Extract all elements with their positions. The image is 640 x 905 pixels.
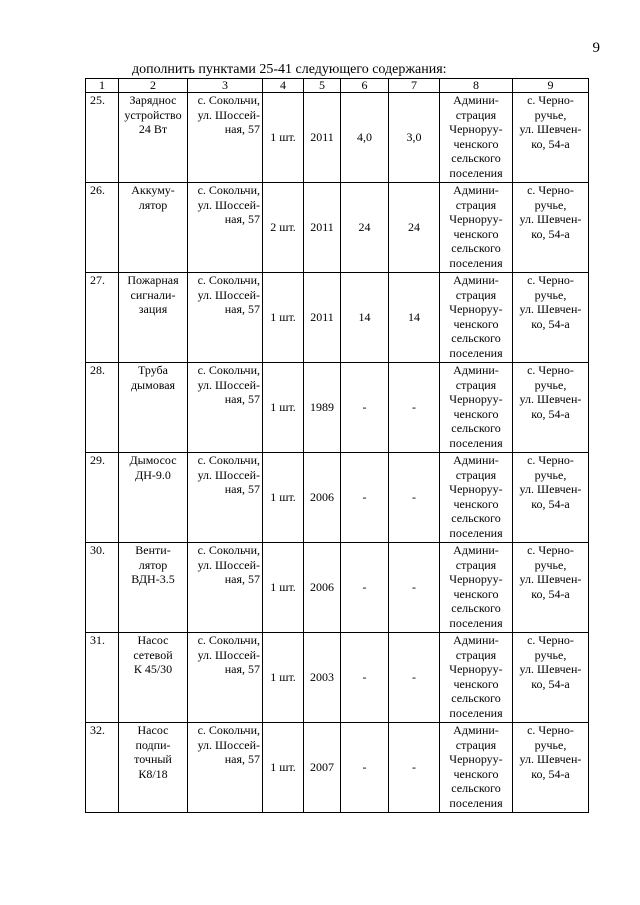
item-name	[119, 543, 188, 633]
cell-line: с. Черно-	[527, 93, 574, 107]
item-quantity: 1 шт.	[263, 273, 304, 363]
cell-line: ная, 57	[224, 212, 260, 227]
cell-line: поселения	[449, 435, 503, 450]
item-address	[188, 363, 263, 453]
item-year: 2006	[304, 543, 341, 633]
item-address	[188, 633, 263, 723]
cell-line: с. Черно-	[527, 273, 574, 287]
item-quantity: 1 шт.	[263, 453, 304, 543]
cell-line: страция	[455, 287, 497, 302]
cell-line: поселения	[449, 795, 503, 810]
cell-line: точный	[134, 752, 172, 767]
cell-line: Админи-	[453, 363, 499, 377]
item-name	[119, 183, 188, 273]
cell-line: ул. Шевчен-	[519, 482, 582, 497]
cell-line: Админи-	[453, 273, 499, 287]
cell-line: сетевой	[133, 647, 173, 662]
header-cell: 4	[263, 79, 304, 93]
cell-line: К8/18	[138, 766, 168, 781]
item-year: 2007	[304, 723, 341, 813]
cell-line: ная, 57	[224, 482, 260, 497]
item-location	[513, 723, 589, 813]
cell-line: ко, 54-а	[531, 676, 570, 691]
cell-line: с. Черно-	[527, 723, 574, 737]
cell-line: ВДН-3.5	[131, 572, 175, 587]
header-cell: 9	[513, 79, 589, 93]
item-col6: -	[341, 453, 389, 543]
cell-line: ул. Шевчен-	[519, 392, 582, 407]
table-row	[86, 453, 589, 543]
cell-line: ченского	[453, 766, 499, 781]
cell-line: ко, 54-а	[531, 316, 570, 331]
item-col7: -	[389, 363, 440, 453]
cell-line: ченского	[453, 676, 499, 691]
cell-line: Насос	[137, 633, 169, 647]
item-location	[513, 633, 589, 723]
table-row	[86, 633, 589, 723]
cell-line: ченского	[453, 496, 499, 511]
cell-line: страция	[455, 107, 497, 122]
cell-line: страция	[455, 647, 497, 662]
cell-line: ул. Шоссей-	[197, 377, 260, 392]
item-name	[119, 93, 188, 183]
cell-line: с. Черно-	[527, 543, 574, 557]
cell-line: Черноруу-	[449, 122, 503, 137]
header-row	[86, 79, 589, 93]
cell-line: зация	[138, 302, 168, 317]
cell-line: ул. Шоссей-	[197, 197, 260, 212]
cell-line: поселения	[449, 345, 503, 360]
item-holder	[440, 453, 513, 543]
item-number: 28.	[86, 363, 119, 453]
cell-line: ручье,	[534, 197, 567, 212]
item-col6: 14	[341, 273, 389, 363]
cell-line: поселения	[449, 615, 503, 630]
item-name	[119, 723, 188, 813]
item-col7: 3,0	[389, 93, 440, 183]
item-holder	[440, 633, 513, 723]
item-number: 31.	[86, 633, 119, 723]
cell-line: К 45/30	[133, 662, 173, 677]
cell-line: Админи-	[453, 183, 499, 197]
cell-line: устройство	[124, 107, 182, 122]
item-col6: -	[341, 363, 389, 453]
item-address	[188, 723, 263, 813]
item-number: 32.	[86, 723, 119, 813]
item-col7: -	[389, 723, 440, 813]
cell-line: Черноруу-	[449, 212, 503, 227]
item-name	[119, 273, 188, 363]
header-cell: 1	[86, 79, 119, 93]
cell-line: Черноруу-	[449, 392, 503, 407]
cell-line: ко, 54-а	[531, 136, 570, 151]
item-col7: 14	[389, 273, 440, 363]
cell-line: страция	[455, 197, 497, 212]
cell-line: ул. Шоссей-	[197, 737, 260, 752]
cell-line: с. Черно-	[527, 363, 574, 377]
table-row	[86, 363, 589, 453]
cell-line: ченского	[453, 136, 499, 151]
cell-line: Труба	[138, 363, 168, 377]
table-row	[86, 183, 589, 273]
table-row	[86, 543, 589, 633]
cell-line: Админи-	[453, 453, 499, 467]
item-location	[513, 93, 589, 183]
cell-line: Админи-	[453, 723, 499, 737]
header-cell: 2	[119, 79, 188, 93]
item-holder	[440, 543, 513, 633]
cell-line: сельского	[451, 691, 501, 706]
cell-line: страция	[455, 737, 497, 752]
cell-line: ко, 54-а	[531, 226, 570, 241]
cell-line: Черноруу-	[449, 572, 503, 587]
cell-line: ная, 57	[224, 302, 260, 317]
header-cell: 8	[440, 79, 513, 93]
cell-line: ручье,	[534, 557, 567, 572]
item-col6: 4,0	[341, 93, 389, 183]
item-quantity: 2 шт.	[263, 183, 304, 273]
item-address	[188, 453, 263, 543]
cell-line: с. Сокольчи,	[197, 633, 260, 647]
cell-line: ручье,	[534, 107, 567, 122]
cell-line: ул. Шевчен-	[519, 572, 582, 587]
item-number: 29.	[86, 453, 119, 543]
item-location	[513, 363, 589, 453]
cell-line: Админи-	[453, 543, 499, 557]
item-address	[188, 543, 263, 633]
item-col6: -	[341, 543, 389, 633]
header-cell: 5	[304, 79, 341, 93]
cell-line: сельского	[451, 781, 501, 796]
item-col7: -	[389, 633, 440, 723]
item-year: 2011	[304, 93, 341, 183]
cell-line: страция	[455, 467, 497, 482]
cell-line: с. Сокольчи,	[197, 93, 260, 107]
item-year: 2006	[304, 453, 341, 543]
cell-line: ко, 54-а	[531, 406, 570, 421]
item-col6: -	[341, 633, 389, 723]
cell-line: ул. Шоссей-	[197, 107, 260, 122]
cell-line: лятор	[138, 197, 168, 212]
cell-line: с. Сокольчи,	[197, 723, 260, 737]
item-address	[188, 93, 263, 183]
item-location	[513, 543, 589, 633]
cell-line: ная, 57	[224, 122, 260, 137]
cell-line: поселения	[449, 525, 503, 540]
cell-line: ул. Шоссей-	[197, 467, 260, 482]
cell-line: Венти-	[135, 543, 171, 557]
cell-line: ченского	[453, 316, 499, 331]
item-quantity: 1 шт.	[263, 93, 304, 183]
item-location	[513, 183, 589, 273]
cell-line: ул. Шоссей-	[197, 647, 260, 662]
cell-line: 24 Вт	[138, 122, 168, 137]
cell-line: ул. Шевчен-	[519, 662, 582, 677]
cell-line: ная, 57	[224, 392, 260, 407]
cell-line: ручье,	[534, 287, 567, 302]
cell-line: ул. Шевчен-	[519, 752, 582, 767]
item-col7: -	[389, 543, 440, 633]
header-cell: 7	[389, 79, 440, 93]
item-year: 1989	[304, 363, 341, 453]
cell-line: ко, 54-а	[531, 586, 570, 601]
cell-line: Черноруу-	[449, 662, 503, 677]
cell-line: сельского	[451, 601, 501, 616]
cell-line: ручье,	[534, 647, 567, 662]
cell-line: ко, 54-а	[531, 766, 570, 781]
cell-line: сельского	[451, 241, 501, 256]
cell-line: ная, 57	[224, 752, 260, 767]
header-cell: 3	[188, 79, 263, 93]
item-number: 26.	[86, 183, 119, 273]
property-table	[85, 78, 589, 813]
cell-line: с. Сокольчи,	[197, 273, 260, 287]
cell-line: с. Черно-	[527, 453, 574, 467]
item-holder	[440, 363, 513, 453]
item-quantity: 1 шт.	[263, 363, 304, 453]
cell-line: ул. Шевчен-	[519, 302, 582, 317]
cell-line: Заряднос	[129, 93, 177, 107]
header-cell: 6	[341, 79, 389, 93]
cell-line: страция	[455, 377, 497, 392]
item-quantity: 1 шт.	[263, 543, 304, 633]
cell-line: ул. Шевчен-	[519, 122, 582, 137]
cell-line: сельского	[451, 421, 501, 436]
cell-line: подпи-	[135, 737, 171, 752]
cell-line: Черноруу-	[449, 752, 503, 767]
cell-line: с. Черно-	[527, 633, 574, 647]
cell-line: Пожарная	[127, 273, 179, 287]
cell-line: ченского	[453, 226, 499, 241]
item-year: 2011	[304, 183, 341, 273]
cell-line: поселения	[449, 705, 503, 720]
cell-line: ченского	[453, 586, 499, 601]
cell-line: ко, 54-а	[531, 496, 570, 511]
cell-line: дымовая	[130, 377, 176, 392]
cell-line: ная, 57	[224, 662, 260, 677]
cell-line: ручье,	[534, 467, 567, 482]
item-location	[513, 273, 589, 363]
item-name	[119, 453, 188, 543]
item-quantity: 1 шт.	[263, 723, 304, 813]
cell-line: ул. Шоссей-	[197, 287, 260, 302]
cell-line: с. Сокольчи,	[197, 183, 260, 197]
table-row	[86, 723, 589, 813]
cell-line: страция	[455, 557, 497, 572]
cell-line: Черноруу-	[449, 482, 503, 497]
item-col6: -	[341, 723, 389, 813]
item-holder	[440, 93, 513, 183]
cell-line: Админи-	[453, 93, 499, 107]
item-address	[188, 183, 263, 273]
cell-line: Насос	[137, 723, 169, 737]
cell-line: ул. Шоссей-	[197, 557, 260, 572]
item-holder	[440, 183, 513, 273]
item-number: 30.	[86, 543, 119, 633]
cell-line: с. Сокольчи,	[197, 453, 260, 467]
item-year: 2003	[304, 633, 341, 723]
cell-line: с. Черно-	[527, 183, 574, 197]
table-row	[86, 93, 589, 183]
cell-line: лятор	[138, 557, 168, 572]
item-col7: -	[389, 453, 440, 543]
cell-line: с. Сокольчи,	[197, 543, 260, 557]
page-number: 9	[592, 40, 600, 56]
item-number: 27.	[86, 273, 119, 363]
cell-line: сельского	[451, 151, 501, 166]
cell-line: ручье,	[534, 737, 567, 752]
cell-line: ченского	[453, 406, 499, 421]
item-quantity: 1 шт.	[263, 633, 304, 723]
cell-line: ул. Шевчен-	[519, 212, 582, 227]
cell-line: поселения	[449, 255, 503, 270]
item-location	[513, 453, 589, 543]
item-name	[119, 633, 188, 723]
item-number: 25.	[86, 93, 119, 183]
cell-line: сельского	[451, 331, 501, 346]
item-year: 2011	[304, 273, 341, 363]
item-col6: 24	[341, 183, 389, 273]
item-col7: 24	[389, 183, 440, 273]
cell-line: Дымосос	[129, 453, 177, 467]
item-holder	[440, 273, 513, 363]
intro-text: дополнить пунктами 25-41 следующего содержания:	[132, 62, 447, 77]
cell-line: сельского	[451, 511, 501, 526]
cell-line: с. Сокольчи,	[197, 363, 260, 377]
cell-line: ручье,	[534, 377, 567, 392]
cell-line: Аккуму-	[131, 183, 175, 197]
cell-line: поселения	[449, 165, 503, 180]
item-address	[188, 273, 263, 363]
cell-line: сигнали-	[130, 287, 176, 302]
table-row	[86, 273, 589, 363]
cell-line: ДН-9.0	[135, 467, 171, 482]
item-name	[119, 363, 188, 453]
cell-line: Черноруу-	[449, 302, 503, 317]
cell-line: ная, 57	[224, 572, 260, 587]
cell-line: Админи-	[453, 633, 499, 647]
item-holder	[440, 723, 513, 813]
